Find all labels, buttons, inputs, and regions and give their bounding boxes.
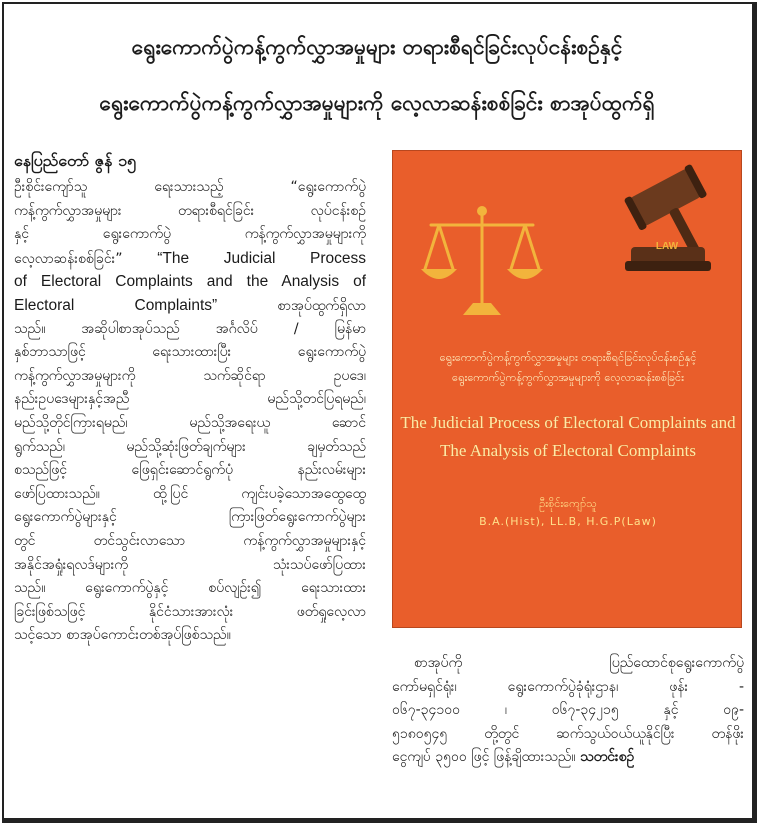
body-line: စသည်ဖြင့် ဖြေရှင်းဆောင်ရွက်ပုံ နည်းလမ်းများ xyxy=(14,462,366,479)
cover-myanmar-title-line-2: ရွေးကောက်ပွဲကန့်ကွက်လွှာအမှုများကို လေ့လာဆန်းစစ်ခြင်း xyxy=(452,371,684,384)
body-line: အနိုင်အရှုံးရလဒ်များကို သုံးသပ်ဖော်ပြထား xyxy=(14,556,366,573)
body-fragment: ငွေကျပ် ၃၅၀၀ ဖြင့် ဖြန့်ချိထားသည်။ xyxy=(392,749,581,766)
cover-english-title-line-1: The Judicial Process of Electoral Complaints and xyxy=(400,413,736,432)
cover-author: ဦးစိုင်းကျော်သူ xyxy=(539,497,597,510)
article-body-right xyxy=(392,652,744,770)
byline: သတင်းစဉ် xyxy=(580,749,635,766)
english-title-fragment: Electoral Complaints” xyxy=(14,296,278,314)
body-line: ၅၁၈၀၅၄၅ တို့တွင် ဆက်သွယ်ဝယ်ယူနိုင်ပြီး တန်ဖိုး xyxy=(392,725,744,742)
body-fragment: စာအုပ်ကို ပြည်ထောင်စုရွေးကောက်ပွဲ xyxy=(414,655,744,671)
cover-author-credentials: B.A.(Hist), LL.B, H.G.P(Law) xyxy=(479,515,657,528)
body-line xyxy=(14,247,366,271)
body-line: သည်။ အဆိုပါစာအုပ်သည် အင်္ဂလိပ် / မြန်မာ xyxy=(14,320,366,337)
body-line: ခြင်းဖြစ်သဖြင့် နိုင်ငံသားအားလုံး ဖတ်ရှုလေ့လာ xyxy=(14,603,366,620)
cover-myanmar-title-line-1: ရွေးကောက်ပွဲကန့်ကွက်လွှာအမှုများ တရားစီရင်ခြင်းလုပ်ငန်းစဉ်နှင့် xyxy=(439,351,697,364)
body-line xyxy=(14,294,366,318)
english-title-fragment: “The Judicial Process xyxy=(157,249,366,267)
law-label: LAW xyxy=(655,241,679,252)
scales-of-justice-icon xyxy=(417,203,547,323)
body-fragment: စာအုပ်ထွက်ရှိလာ xyxy=(277,297,366,314)
body-line xyxy=(392,746,744,770)
body-line xyxy=(392,652,744,676)
cover-english-title-line-2: The Analysis of Electoral Complaints xyxy=(440,441,696,460)
body-line: မည်သို့တိုင်ကြားရမည်၊ မည်သို့အရေးယူ ဆောင် xyxy=(14,414,366,431)
headline-line-2: ရွေးကောက်ပွဲကန့်ကွက်လွှာအမှုများကို လေ့လာဆန်းစစ်ခြင်း စာအုပ်ထွက်ရှိ xyxy=(99,91,655,115)
book-cover-image xyxy=(392,150,742,628)
body-line: ကော်မရှင်ရုံး၊ ရွေးကောက်ပွဲခုံရုံးဌာန၊ ဖုန်း - xyxy=(392,678,744,695)
gavel-icon xyxy=(593,161,723,276)
body-line: ဖော်ပြထားသည်။ ထို့ပြင် ကျင်းပခဲ့သောအထွေထွေ xyxy=(14,485,366,502)
body-line: နည်းဥပဒေများနှင့်အညီ မည်သို့တင်ပြရမည်၊ xyxy=(14,391,366,408)
body-line: ဦးစိုင်းကျော်သူ ရေးသားသည့် “ရွေးကောက်ပွဲ xyxy=(14,179,366,195)
body-line: သင့်သော စာအုပ်ကောင်းတစ်အုပ်ဖြစ်သည်။ xyxy=(14,627,231,644)
headline-line-1: ရွေးကောက်ပွဲကန့်ကွက်လွှာအမှုများ တရားစီရင်ခြင်းလုပ်ငန်းစဉ်နှင့် xyxy=(131,35,623,59)
dateline: နေပြည်တော် ဇွန် ၁၅ xyxy=(14,151,137,170)
body-line: ၀၆၇-၃၄၁၀၀ ၊ ၀၆၇-၃၄၂၁၅ နှင့် ၀၉- xyxy=(392,702,744,719)
article-body-left xyxy=(14,176,366,648)
body-line: ရွေးကောက်ပွဲများနှင့် ကြားဖြတ်ရွေးကောက်ပွဲများ xyxy=(14,509,366,526)
body-line: နှင့် ရွေးကောက်ပွဲ ကန့်ကွက်လွှာအမှုများကို xyxy=(14,226,366,243)
body-fragment: လေ့လာဆန်းစစ်ခြင်း” xyxy=(14,250,158,267)
body-line: ကန့်ကွက်လွှာအမှုများကို သက်ဆိုင်ရာ ဥပဒေ၊ xyxy=(14,367,366,384)
body-line: သည်။ ရွေးကောက်ပွဲနှင့် စပ်လျဉ်း၍ ရေးသားထား xyxy=(14,580,366,597)
body-line: နှစ်ဘာသာဖြင့် ရေးသားထားပြီး ရွေးကောက်ပွဲ xyxy=(14,344,366,361)
english-title-line: of Electoral Complaints and the Analysis of xyxy=(14,273,366,291)
body-line: ရွက်သည်၊ မည်သို့ဆုံးဖြတ်ချက်များ ချမှတ်သည် xyxy=(14,438,366,455)
body-line: ကန့်ကွက်လွှာအမှုများ တရားစီရင်ခြင်း လုပ်ငန်းစဉ် xyxy=(14,202,366,219)
body-line: တွင် တင်သွင်းလာသော ကန့်ကွက်လွှာအမှုများနှင့် xyxy=(14,532,366,549)
